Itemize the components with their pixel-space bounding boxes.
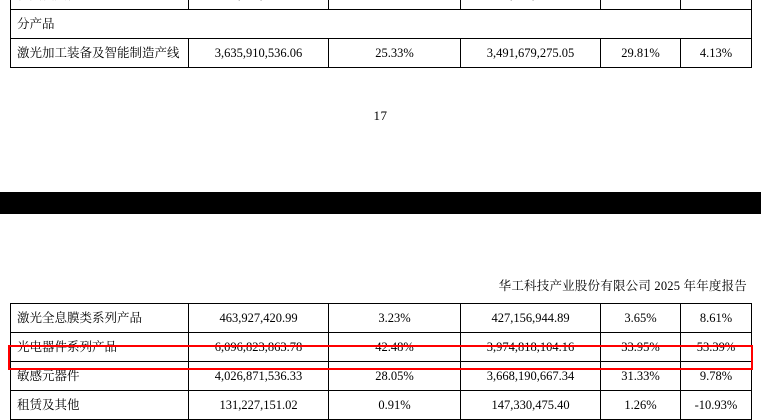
row-value-prev-revenue: 147,330,475.40 (461, 391, 601, 420)
page-separator-bar (0, 192, 761, 214)
row-value-change: 9.78% (681, 362, 752, 391)
row-value-prev-ratio: 1.26% (601, 391, 681, 420)
row-value-prev-ratio: 31.33% (601, 362, 681, 391)
row-label: 激光加工装备及智能制造产线 (11, 39, 189, 68)
table-row (11, 362, 752, 391)
row-label: 激光全息膜类系列产品 (11, 304, 189, 333)
row-value-change: -10.93% (681, 391, 752, 420)
row-value-change: 4.13% (681, 39, 752, 68)
row-value-revenue: 463,927,420.99 (189, 304, 329, 333)
row-value-change: 53.39% (681, 333, 752, 362)
row-value-revenue (189, 0, 329, 10)
row-value-prev-ratio (601, 0, 681, 10)
row-value-prev-ratio: 33.95% (601, 333, 681, 362)
row-label: 光电器件系列产品 (11, 333, 189, 362)
table-row (11, 0, 752, 10)
table-section-row (11, 10, 752, 39)
row-value-revenue: 3,635,910,536.06 (189, 39, 329, 68)
table-row (11, 304, 752, 333)
row-value-revenue: 4,026,871,536.33 (189, 362, 329, 391)
row-label: 敏感元器件 (11, 362, 189, 391)
row-value-revenue: 131,227,151.02 (189, 391, 329, 420)
row-value-ratio (329, 0, 461, 10)
financial-table-top (10, 0, 752, 68)
row-value-prev-revenue (461, 0, 601, 10)
row-value-ratio: 42.48% (329, 333, 461, 362)
row-value-prev-ratio: 29.81% (601, 39, 681, 68)
row-value-revenue: 6,096,823,863.78 (189, 333, 329, 362)
row-label (11, 0, 189, 10)
row-value-ratio: 3.23% (329, 304, 461, 333)
row-value-prev-ratio: 3.65% (601, 304, 681, 333)
row-value-change: 8.61% (681, 304, 752, 333)
row-value-ratio: 0.91% (329, 391, 461, 420)
row-value-prev-revenue: 427,156,944.89 (461, 304, 601, 333)
running-header: 华工科技产业股份有限公司 2025 年年度报告 (498, 279, 747, 293)
row-value-prev-revenue: 3,491,679,275.05 (461, 39, 601, 68)
section-label: 分产品 (11, 10, 752, 39)
top-financial-table (0, 0, 761, 68)
row-value-prev-revenue: 3,668,190,667.34 (461, 362, 601, 391)
row-value-change (681, 0, 752, 10)
table-row (11, 39, 752, 68)
bottom-financial-table (0, 303, 761, 420)
table-row (11, 391, 752, 420)
row-value-ratio: 25.33% (329, 39, 461, 68)
table-row-highlighted (11, 333, 752, 362)
row-value-prev-revenue: 3,974,818,104.16 (461, 333, 601, 362)
financial-table-bottom (10, 303, 752, 420)
row-label: 租赁及其他 (11, 391, 189, 420)
page-number: 17 (373, 108, 388, 123)
row-value-ratio: 28.05% (329, 362, 461, 391)
